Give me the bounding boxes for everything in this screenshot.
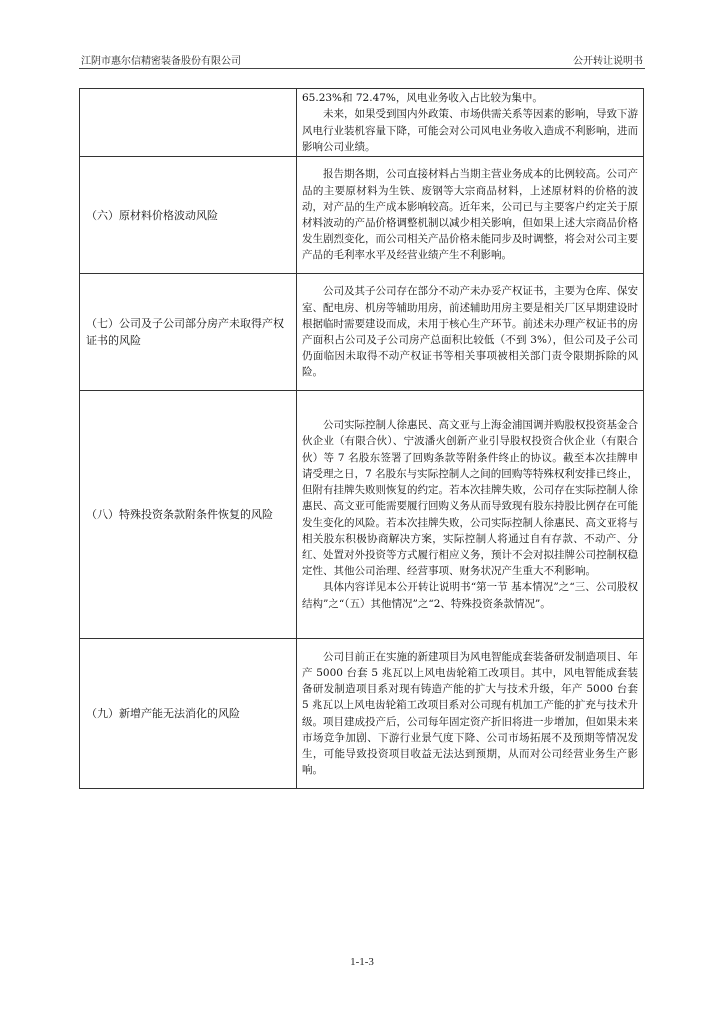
page-number: 1-1-3	[350, 956, 374, 968]
risk-paragraph: 公司目前正在实施的新建项目为风电智能成套装备研发制造项目、年产 5000 台套 5 兆瓦以上风电齿轮箱工改项目。其中，风电智能成套装备研发制造项目系对现有铸造产能的扩大与技术升级，年产 5000 台套 5 兆瓦以上风电齿轮箱工改项目系对公司现有机加工产能的扩充与技术升级。项目建成投产后，公司每年固定资产折旧将进一步增加，但如果未来市场竞争加剧、下游行业景气度下降、公司市场拓展不及预期等情况发生，可能导致投资项目收益无法达到预期，从而对公司经营业务生产影响。	[302, 650, 638, 777]
risk-label: （七）公司及子公司部分房产未取得产权证书的风险	[80, 274, 297, 391]
table-row	[80, 391, 644, 639]
risk-paragraph: 公司及其子公司存在部分不动产未办妥产权证书，主要为仓库、保安室、配电房、机房等辅助用房，前述辅助用房主要是相关厂区早期建设时根据临时需要建设而成，未用于核心生产环节。前述未办理产权证书的房产面积占公司及子公司房产总面积比较低（不到 3%），但公司及子公司仍面临因未取得不动产权证书等相关事项被相关部门责令限期拆除的风险。	[302, 285, 638, 379]
document-title: 公开转让说明书	[573, 56, 643, 67]
company-name: 江阴市惠尔信精密装备股份有限公司	[81, 56, 241, 67]
risk-paragraph: 未来，如果受到国内外政策、市场供需关系等因素的影响，导致下游风电行业装机容量下降，可能会对公司风电业务收入造成不利影响，进而影响公司业绩。	[302, 108, 638, 153]
risk-label	[80, 89, 297, 157]
risk-paragraph: 具体内容详见本公开转让说明书“第一节 基本情况”之“三、公司股权结构”之“（五）其他情况”之“2、特殊投资条款情况”。	[302, 581, 638, 610]
page-header	[79, 52, 645, 66]
risk-paragraph: 公司实际控制人徐惠民、高文亚与上海金浦国调并购股权投资基金合伙企业（有限合伙）、宁波潘火创新产业引导股权投资合伙企业（有限合伙）等 7 名股东签署了回购条款等附条件终止的协议。截至本次挂牌申请受理之日，7 名股东与实际控制人之间的回购等特殊权利安排已终止，但附有挂牌失败则恢复的约定。若本次挂牌失败，公司存在实际控制人徐惠民、高文亚可能需要履行回购义务从而导致现有股东持股比例存在可能发生变化的风险。若本次挂牌失败，公司实际控制人徐惠民、高文亚将与相关股东积极协商解决方案，实际控制人将通过自有存款、不动产、分红、处置对外投资等方式履行相应义务，预计不会对拟挂牌公司控制权稳定性、其他公司治理、经营事项、财务状况产生重大不利影响。	[302, 419, 638, 578]
table-row	[80, 274, 644, 391]
risk-content	[297, 274, 644, 391]
risk-content	[297, 157, 644, 274]
table-row	[80, 639, 644, 789]
risk-content	[297, 89, 644, 157]
risk-label: （八）特殊投资条款附条件恢复的风险	[80, 391, 297, 639]
risk-table	[79, 88, 644, 789]
risk-paragraph: 65.23%和 72.47%，风电业务收入占比较为集中。	[302, 92, 543, 105]
risk-content	[297, 391, 644, 639]
risk-paragraph: 报告期各期，公司直接材料占当期主营业务成本的比例较高。公司产品的主要原材料为生铁、废钢等大宗商品材料，上述原材料的价格的波动，对产品的生产成本影响较高。近年来，公司已与主要客户约定关于原材料波动的产品价格调整机制以减少相关影响，但如果上述大宗商品价格发生剧烈变化，而公司相关产品价格未能同步及时调整，将会对公司主要产品的毛利率水平及经营业绩产生不利影响。	[302, 168, 638, 262]
header-rule	[79, 68, 645, 69]
table-row	[80, 89, 644, 157]
risk-label: （九）新增产能无法消化的风险	[80, 639, 297, 789]
table-row	[80, 157, 644, 274]
risk-label: （六）原材料价格波动风险	[80, 157, 297, 274]
risk-content	[297, 639, 644, 789]
